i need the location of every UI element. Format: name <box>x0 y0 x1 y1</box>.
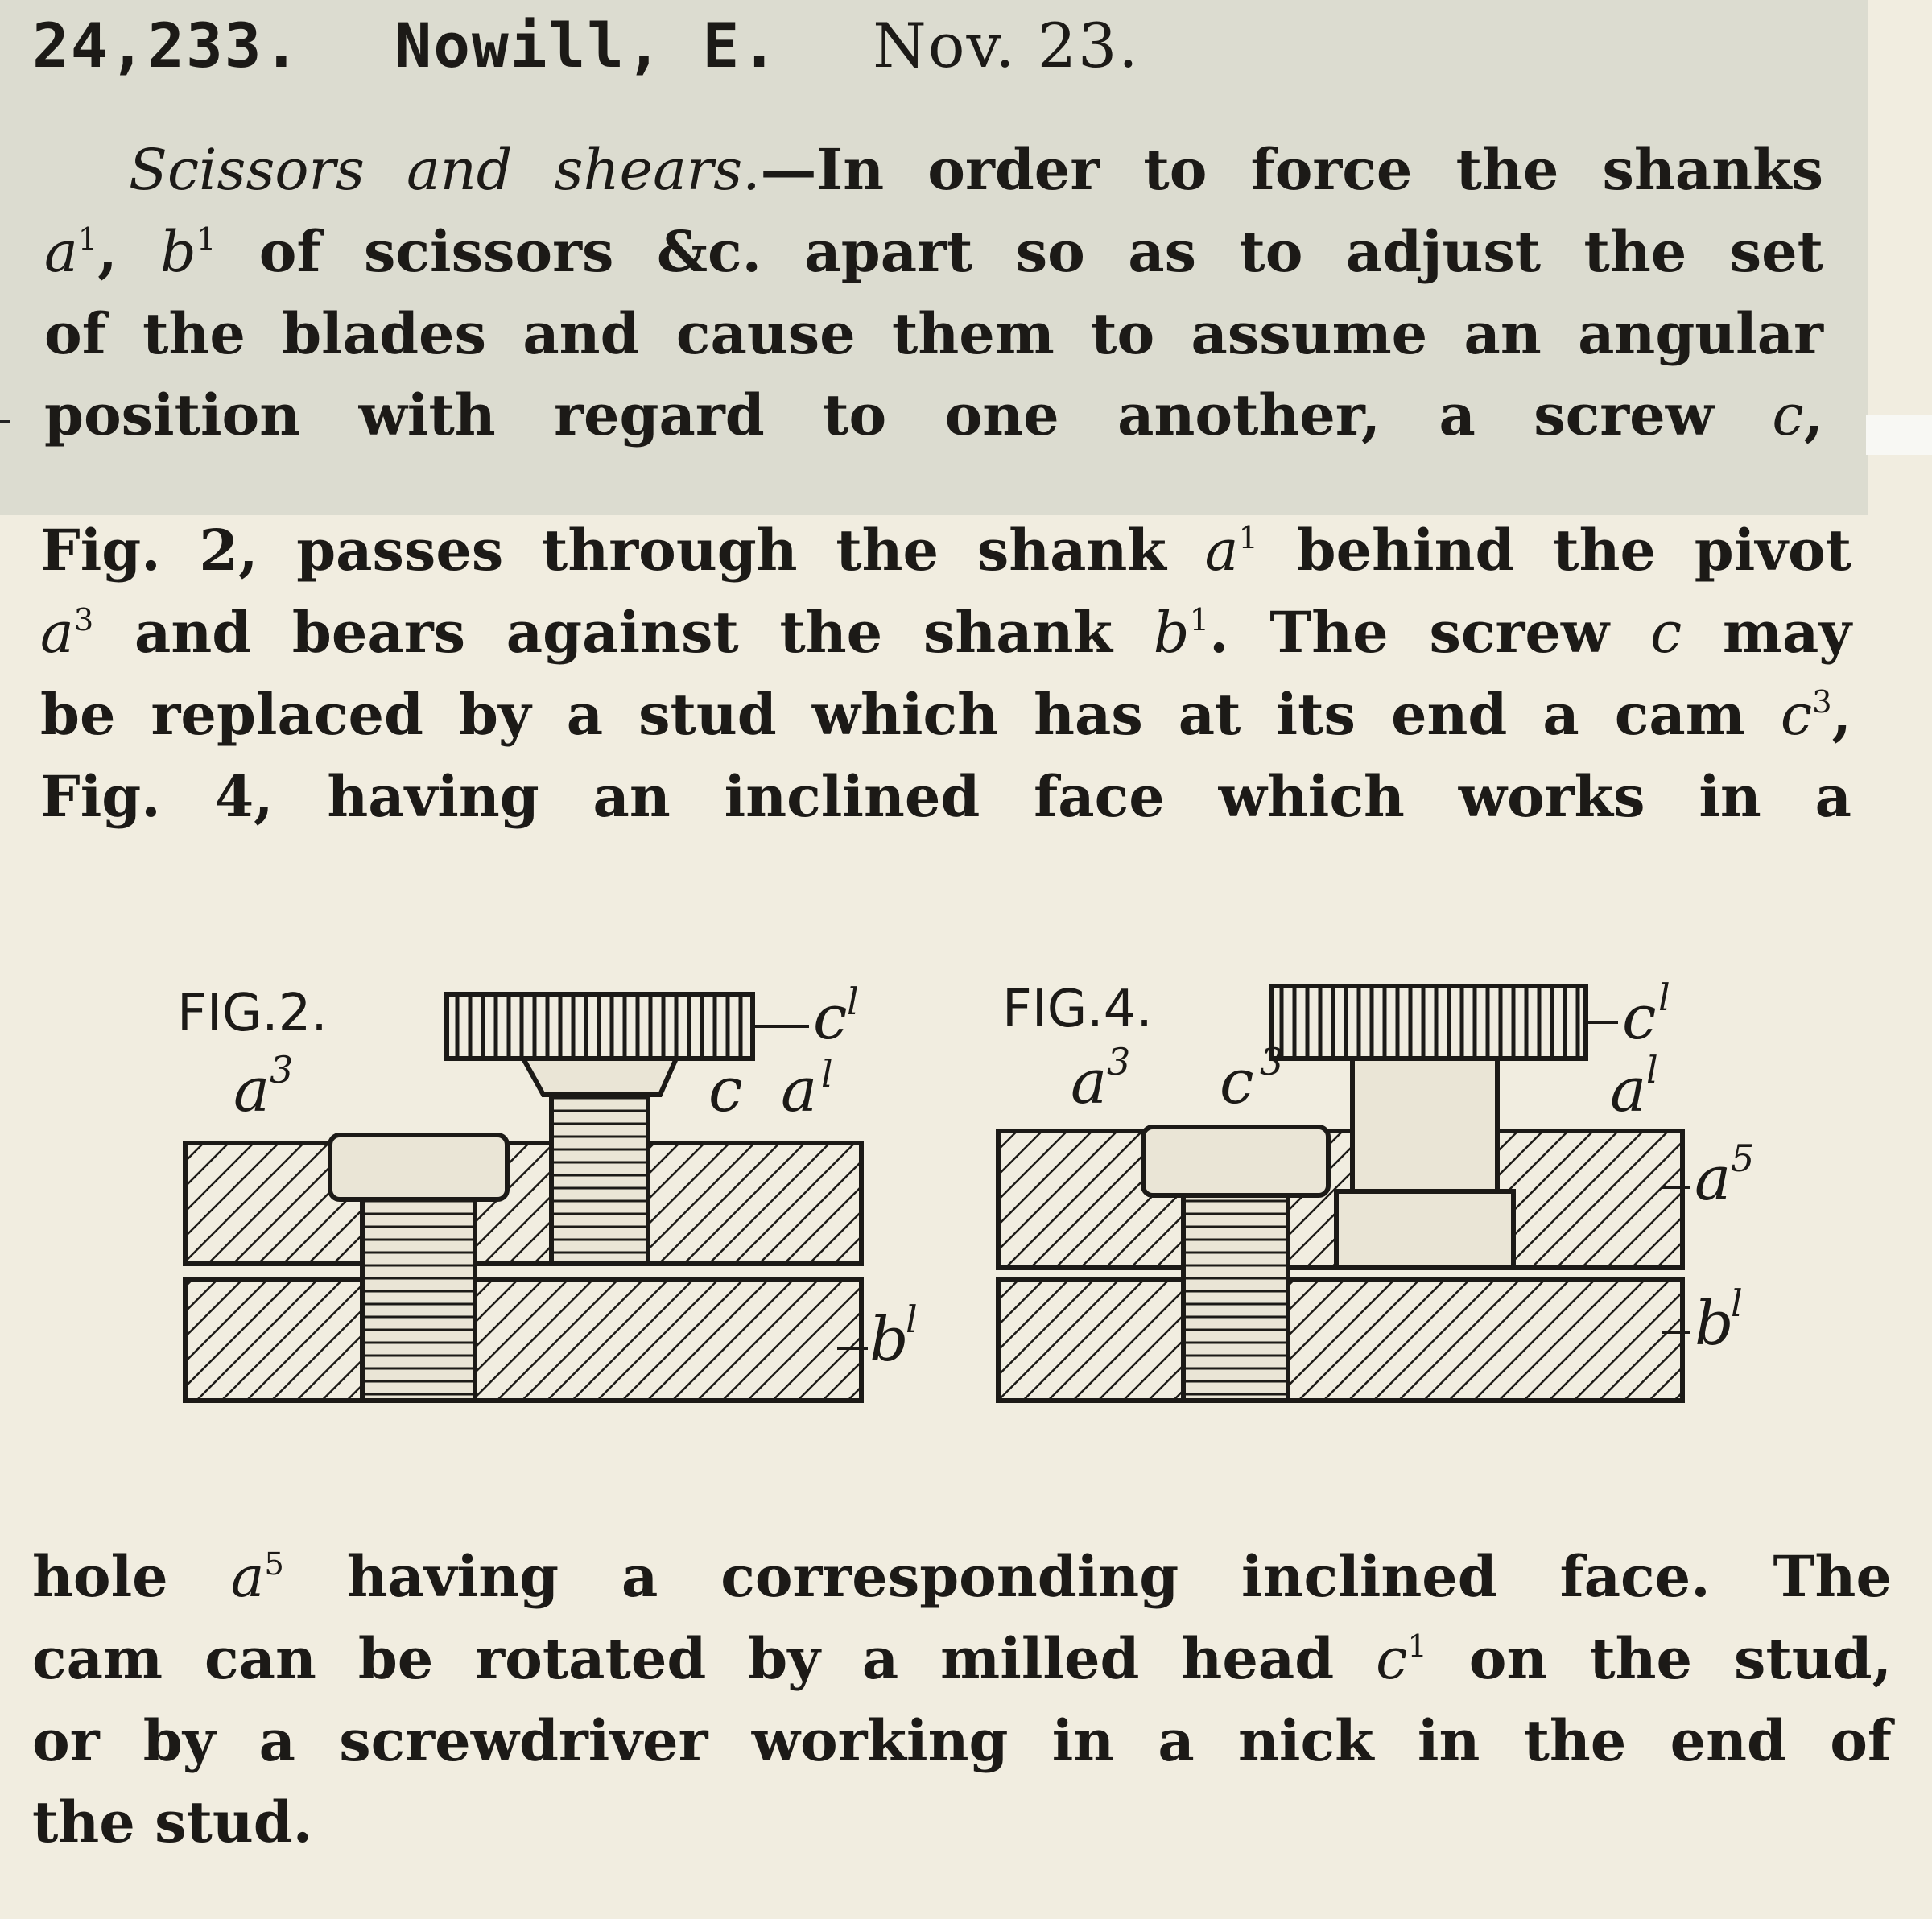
text-line: the stud. <box>32 1789 313 1855</box>
text-line: Fig. 4, having an inclined face which works in a <box>40 763 1852 830</box>
fig2-shank-a1 <box>185 1143 861 1264</box>
abstract-paragraph-2 <box>40 510 1852 837</box>
fig4-pivot-head <box>1143 1127 1328 1195</box>
fig4-label-a1-sup: l <box>1646 1048 1658 1092</box>
text-line: position with regard to one another, a screw c, <box>44 382 1823 448</box>
fig2-label-c1-sup: l <box>847 980 859 1023</box>
patent-number: 24,233. <box>32 10 302 81</box>
fig2-label-a3: a <box>233 1054 270 1125</box>
figures-area <box>145 950 1803 1449</box>
text-line: $a^1$, $b^1$ of scissors &c. apart so as to adjust the set <box>44 218 1823 285</box>
fig4-label-a3-sup: 3 <box>1107 1040 1131 1083</box>
fig4-label-a5-sup: 5 <box>1731 1137 1755 1180</box>
fig4-pivot-shaft <box>1183 1195 1288 1401</box>
fig2-label-c: c <box>708 1054 743 1125</box>
text-line: Fig. 2, passes through the shank $a^1$ behind the pivot <box>40 517 1852 584</box>
text-line: Scissors and shears.—In order to force the shanks <box>129 136 1823 203</box>
figure-2 <box>177 980 918 1401</box>
fig2-label-a3-sup: 3 <box>270 1048 294 1092</box>
fig2-pivot-shaft <box>362 1199 475 1401</box>
margin-mark <box>0 420 10 423</box>
text-line: of the blades and cause them to assume an angular <box>44 300 1823 367</box>
fig4-milled-head <box>1272 986 1586 1059</box>
fig4-shank-b1 <box>998 1280 1682 1401</box>
inventor-name: Nowill, E. <box>394 10 780 81</box>
fig4-label-a3: a <box>1071 1046 1108 1117</box>
fig2-label-b1: b <box>869 1303 909 1375</box>
fig4-label-b1-sup: l <box>1731 1281 1743 1325</box>
fig2-pivot-head <box>330 1135 507 1199</box>
fig4-label-c1: c <box>1622 981 1657 1053</box>
fig4-title: FIG.4. <box>1002 980 1153 1039</box>
subject-heading: Scissors and shears. <box>129 137 761 203</box>
fig2-label-c1: c <box>813 981 848 1053</box>
text-line: or by a screwdriver working in a nick in the end of <box>32 1707 1892 1774</box>
entry-header <box>32 10 1835 106</box>
fig4-label-a5: a <box>1695 1142 1732 1214</box>
text-line: hole $a^5$ having a corresponding inclined face. The <box>32 1543 1892 1610</box>
fig4-label-c1-sup: l <box>1658 976 1670 1019</box>
fig4-cam <box>1336 1191 1513 1268</box>
fig4-label-b1: b <box>1695 1287 1734 1359</box>
fig2-screw-neck <box>523 1059 676 1095</box>
fig2-label-a1-sup: l <box>821 1052 833 1096</box>
figure-4 <box>998 976 1754 1401</box>
text-line: cam can be rotated by a milled head $c^1$ on the stud, <box>32 1625 1892 1692</box>
fig2-screw-c <box>551 1095 648 1264</box>
entry-date: Nov. 23. <box>873 10 1140 81</box>
page-edge <box>1866 415 1932 455</box>
fig4-label-c3: c <box>1220 1046 1254 1117</box>
text-line: be replaced by a stud which has at its end a cam $c^3$, <box>40 681 1852 748</box>
fig2-shank-b1 <box>185 1280 861 1401</box>
fig2-title: FIG.2. <box>177 984 328 1043</box>
text-line: $a^3$ and bears against the shank $b^1$. The screw c may <box>40 599 1852 666</box>
figures-drawing <box>145 950 1803 1449</box>
fig2-label-b1-sup: l <box>906 1298 918 1341</box>
abstract-paragraph-1 <box>44 129 1823 456</box>
abstract-paragraph-3 <box>32 1536 1892 1863</box>
fig2-label-a1: a <box>781 1054 818 1125</box>
fig2-milled-head <box>447 994 753 1059</box>
fig4-label-c3-sup: 3 <box>1260 1040 1284 1083</box>
fig4-label-a1: a <box>1610 1054 1647 1125</box>
